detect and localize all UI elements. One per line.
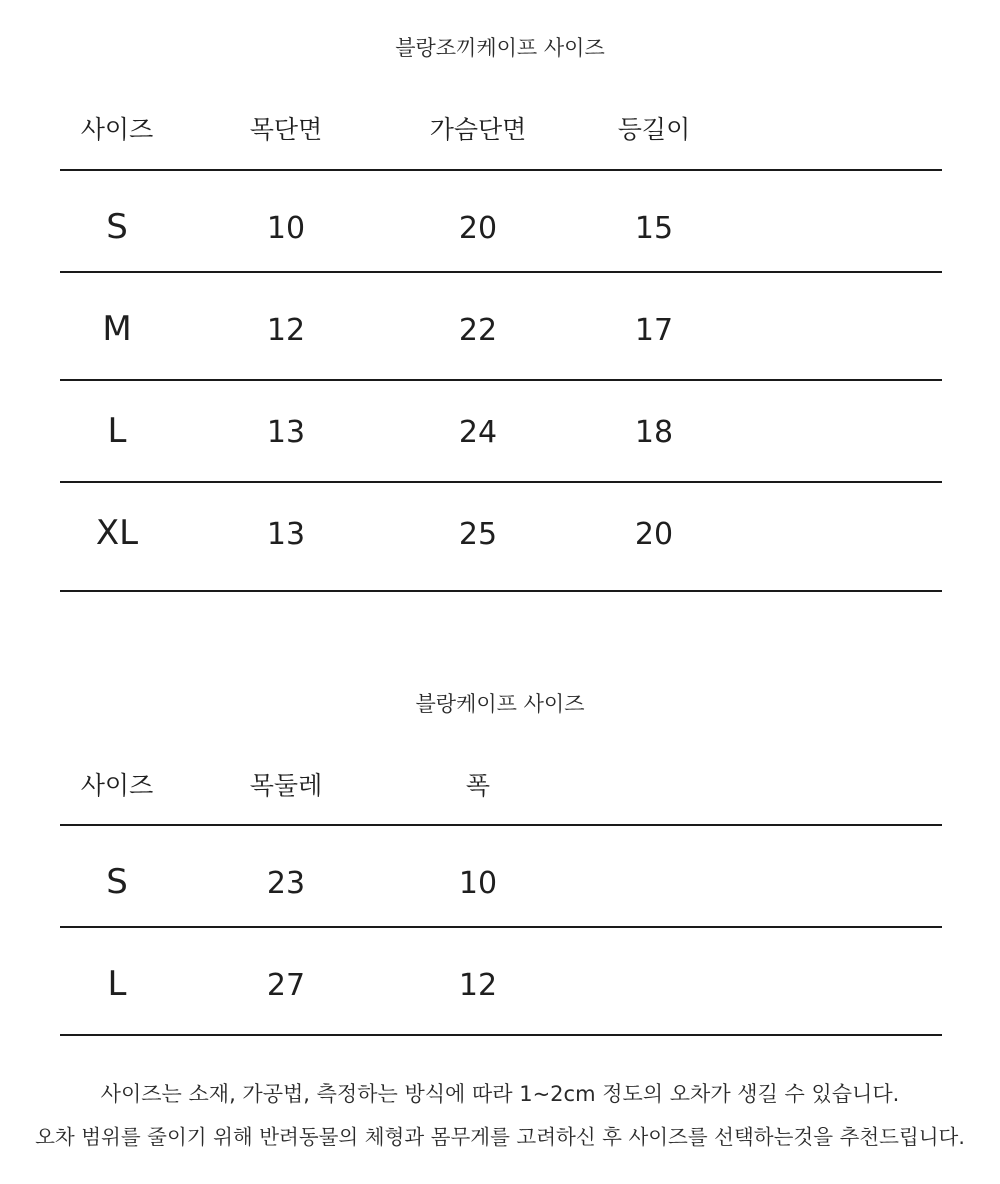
chest-width-value: 20 [458,211,498,246]
size-label: S [106,862,128,902]
row-divider [60,481,942,483]
row-divider [60,271,942,273]
back-length-value: 20 [634,517,674,552]
size-label: S [106,207,128,247]
header-neck-width: 목단면 [249,115,323,144]
size-label: M [102,309,132,349]
chest-width-value: 24 [458,415,498,450]
header-neck-circumference: 목둘레 [249,771,323,800]
neck-width-value: 10 [266,211,306,246]
chest-width-value: 22 [458,313,498,348]
row-divider [60,379,942,381]
size-label: L [107,964,127,1004]
back-length-value: 15 [634,211,674,246]
neck-width-value: 13 [266,415,306,450]
back-length-value: 18 [634,415,674,450]
header-width: 폭 [465,771,491,800]
header-divider [60,824,942,826]
back-length-value: 17 [634,313,674,348]
neck-circumference-value: 27 [266,968,306,1003]
header-chest-width: 가슴단면 [429,115,527,144]
size-recommendation-note: 오차 범위를 줄이기 위해 반려동물의 체형과 몸무게를 고려하신 후 사이즈를 선택하는것을 추천드립니다. [35,1125,965,1149]
width-value: 10 [458,866,498,901]
cape-title: 블랑케이프 사이즈 [415,692,585,716]
neck-width-value: 12 [266,313,306,348]
size-tolerance-note: 사이즈는 소재, 가공법, 측정하는 방식에 따라 1~2cm 정도의 오차가 생길 수 있습니다. [100,1082,900,1106]
header-divider [60,169,942,171]
vest-cape-title: 블랑조끼케이프 사이즈 [395,36,605,60]
size-label: L [107,411,127,451]
row-divider [60,926,942,928]
table-bottom-rule [60,1034,942,1036]
size-label: XL [95,513,139,553]
header-size: 사이즈 [80,771,154,800]
neck-circumference-value: 23 [266,866,306,901]
header-back-length: 등길이 [617,115,691,144]
width-value: 12 [458,968,498,1003]
chest-width-value: 25 [458,517,498,552]
table-bottom-rule [60,590,942,592]
neck-width-value: 13 [266,517,306,552]
header-size: 사이즈 [80,115,154,144]
